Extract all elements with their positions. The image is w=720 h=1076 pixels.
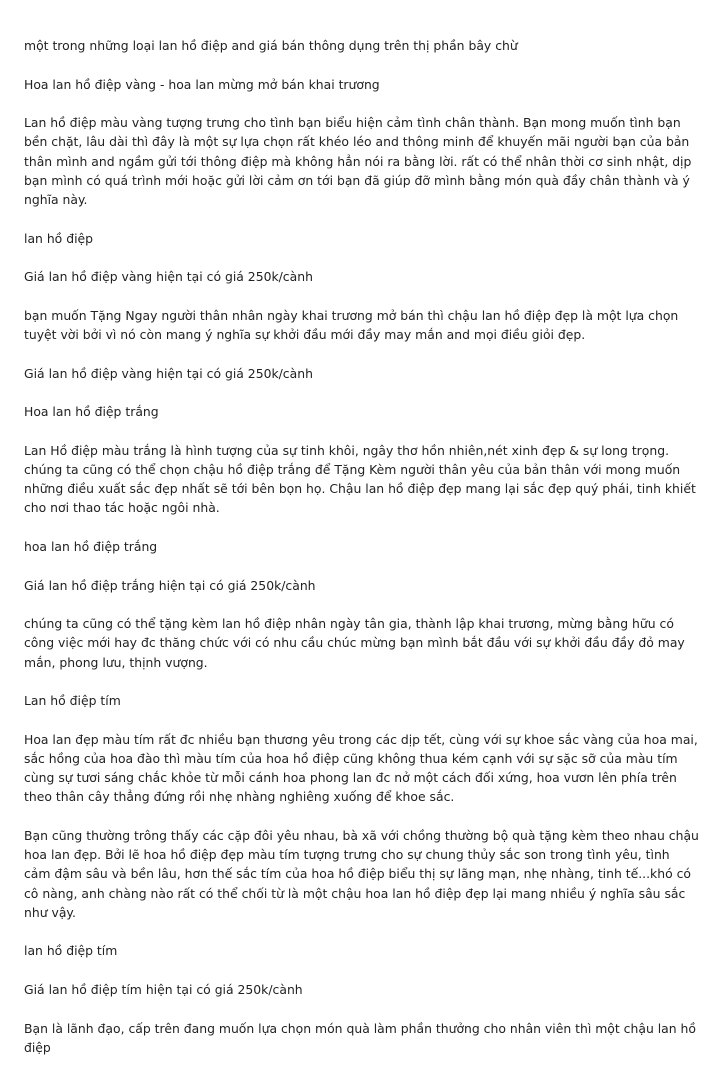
price-purple: Giá lan hồ điệp tím hiện tại có giá 250k/cành <box>24 981 303 997</box>
paragraph-purple-couples: Bạn cũng thường trông thấy các cặp đôi yêu nhau, bà xã với chồng thường bộ quà tặng kèm theo nhau chậu hoa lan đẹp. Bởi lẽ hoa hồ điệp đẹp màu tím tượng trưng cho sự chung thủy sắc son trong tình yêu, tình cảm đậm sâu và bền lâu, hơn thế sắc tím của hoa hồ điệp biểu thị sự lãng mạn, nhẹ nhàng, tinh tế...khó có cô nàng, anh chàng nào rất có thể chối từ là một chậu hoa lan hồ điệp đẹp lại mang nhiều ý nghĩa sâu sắc như vậy. <box>24 827 699 920</box>
caption-yellow-image: lan hồ điệp <box>24 230 93 246</box>
paragraph-intro: một trong những loại lan hồ điệp and giá bán thông dụng trên thị phần bây chừ <box>24 38 518 53</box>
paragraph-purple-meaning: Hoa lan đẹp màu tím rất đc nhiều bạn thương yêu trong các dịp tết, cùng với sự khoe sắc vàng của hoa mai, sắc hồng của hoa đào thì màu tím của hoa hồ điệp cũng không thua kém cạnh với sự sặc sỡ của màu tím cùng sự tươi sáng chắc khỏe từ mỗi cánh hoa phong lan đc nở một cách đối xứng, hoa vươn lên phía trên theo thân cây thẳng đứng rồi nhẹ nhàng nghiêng xuống để khoe sắc. <box>24 731 698 805</box>
paragraph-white-meaning: Lan Hồ điệp màu trắng là hình tượng của sự tinh khôi, ngây thơ hồn nhiên,nét xinh đẹp & sự long trọng. chúng ta cũng có thể chọn chậu hồ điệp trắng để Tặng Kèm người thân yêu của bản thân với mong muốn những điều xuất sắc đẹp nhất sẽ tới bên bọn họ. Chậu lan hồ điệp đẹp mang lại sắc đẹp quý phái, tinh khiết cho nơi thao tác hoặc ngôi nhà. <box>24 442 696 516</box>
caption-white-image: hoa lan hồ điệp trắng <box>24 538 158 554</box>
heading-white-orchid: Hoa lan hồ điệp trắng <box>24 404 159 420</box>
caption-purple-image: lan hồ điệp tím <box>24 943 118 959</box>
price-yellow: Giá lan hồ điệp vàng hiện tại có giá 250k/cành <box>24 269 313 285</box>
price-yellow-repeat: Giá lan hồ điệp vàng hiện tại có giá 250k/cành <box>24 365 313 381</box>
paragraph-white-occasions: chúng ta cũng có thể tặng kèm lan hồ điệp nhân ngày tân gia, thành lập khai trương, mừng bằng hữu có công việc mới hay đc thăng chức với có nhu cầu chúc mừng bạn mình bắt đầu với sự khởi đầu đầy đỏ may mắn, phong lưu, thịnh vượng. <box>24 616 685 670</box>
heading-yellow-orchid: Hoa lan hồ điệp vàng - hoa lan mừng mở bán khai trương <box>24 76 380 92</box>
paragraph-yellow-opening: bạn muốn Tặng Ngay người thân nhân ngày khai trương mở bán thì chậu lan hồ điệp đẹp là một lựa chọn tuyệt vời bởi vì nó còn mang ý nghĩa sự khởi đầu mới đầy may mắn and mọi điều giỏi đẹp. <box>24 307 679 342</box>
heading-purple-orchid: Lan hồ điệp tím <box>24 693 121 709</box>
paragraph-leader-gift: Bạn là lãnh đạo, cấp trên đang muốn lựa chọn món quà làm phần thưởng cho nhân viên thì một chậu lan hồ điệp <box>24 1020 696 1055</box>
paragraph-yellow-meaning: Lan hồ điệp màu vàng tượng trưng cho tình bạn biểu hiện cảm tình chân thành. Bạn mong muốn tình bạn bền chặt, lâu dài thì đây là một sự lựa chọn rất khéo léo and thông minh để khuyến mãi người bạn của bản thân mình and ngầm gửi tới thông điệp mà không hẳn nói ra bằng lời. rất có thể nhân thời cơ sinh nhật, dịp bạn mình có quá trình mới hoặc gửi lời cảm ơn tới bạn đã giúp đỡ mình bằng món quà đầy chân thành và ý nghĩa này. <box>24 115 692 207</box>
price-white: Giá lan hồ điệp trắng hiện tại có giá 250k/cành <box>24 577 316 593</box>
document-body <box>24 36 700 1076</box>
